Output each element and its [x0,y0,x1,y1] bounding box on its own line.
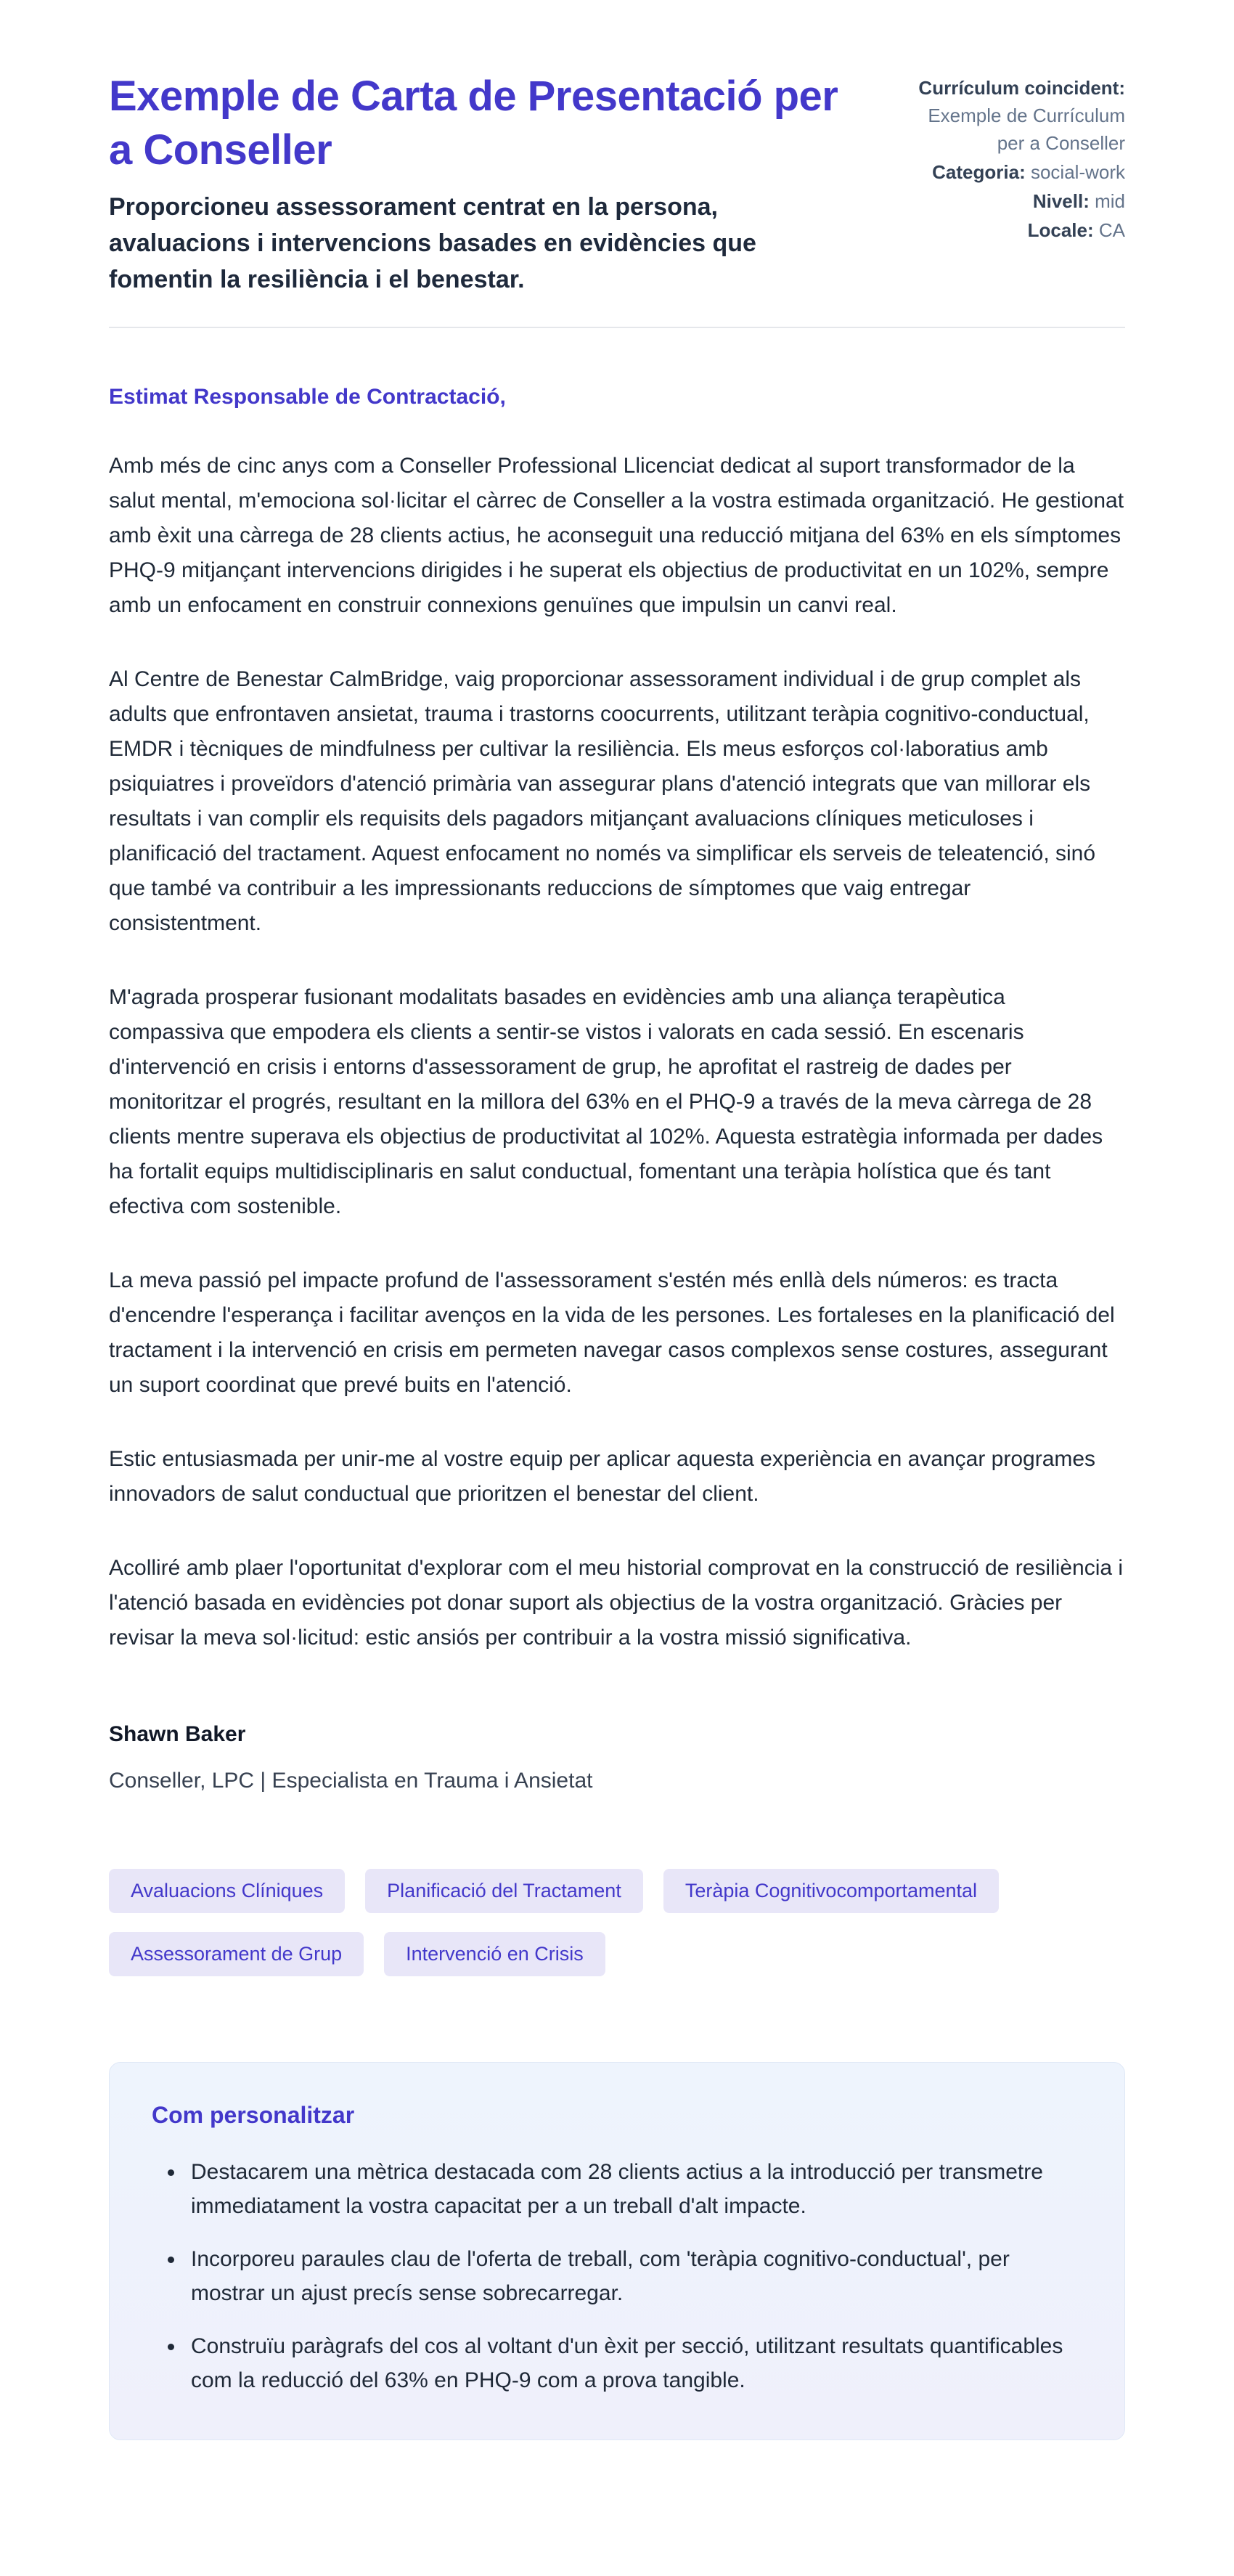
skill-tag: Planificació del Tractament [365,1869,643,1913]
meta-category-value: social-work [1030,161,1125,183]
letter-paragraph: Al Centre de Benestar CalmBridge, vaig proporcionar assessorament individual i de grup complet als adults que enfrontaven ansietat, trauma i trastorns coocurrents, utilitzant teràpia cognitivo-conductual, EMDR i tècniques de mindfulness per cultivar la resiliència. Els meus esforços col·laboratius amb psiquiatres i proveïdors d'atenció primària van assegurar plans d'atenció integrats que van millorar els resultats i van complir els requisits dels pagadors mitjançant avaluacions clíniques meticuloses i planificació del tractament. Aquest enfocament no només va simplificar els serveis de teleatenció, sinó que també va contribuir a les impressionants reduccions de símptomes que vaig entregar consistentment. [109,667,1096,936]
header-divider [109,327,1125,328]
meta-resume-value: Exemple de Currículum per a Conseller [928,105,1125,154]
tips-list [152,2155,1082,2397]
letter-paragraph: M'agrada prosperar fusionant modalitats basades en evidències amb una aliança terapèutica compassiva que empodera els clients a sentir-se vistos i valorats en cada sessió. En escenaris d'intervenció en crisis i entorns d'assessorament de grup, he aprofitat el rastreig de dades per monitoritzar el progrés, resultant en la millora del 63% en el PHQ-9 a través de la meva càrrega de 28 clients mentre superava els objectius de productivitat al 102%. Aquesta estratègia informada per dades ha fortalit equips multidisciplinaris en salut conductual, fomentant una teràpia holística que és tant efectiva com sostenible. [109,985,1103,1219]
meta-locale-label: Locale: [1027,219,1094,241]
meta-level [900,187,1125,215]
skill-tag: Teràpia Cognitivocomportamental [663,1869,999,1913]
meta-locale-value: CA [1098,219,1125,241]
page-header [109,70,1125,298]
skill-tag: Avaluacions Clíniques [109,1869,345,1913]
meta-level-label: Nivell: [1032,190,1090,212]
meta-level-value: mid [1095,190,1125,212]
meta-category-label: Categoria: [932,161,1026,183]
letter-body [109,385,1125,1793]
header-title-block [109,70,864,298]
letter-paragraph: Estic entusiasmada per unir-me al vostre equip per aplicar aquesta experiència en avançar programes innovadors de salut conductual que prioritzen el benestar del client. [109,1447,1096,1507]
letter-paragraph: La meva passió pel impacte profund de l'assessorament s'estén més enllà dels números: es tracta d'encendre l'esperança i facilitar avenços en la vida de les persones. Les fortaleses en la planificació del tractament i la intervenció en crisis em permeten navegar casos complexos sense costures, assegurant un suport coordinat que prevé buits en l'atenció. [109,1268,1115,1398]
meta-panel [900,70,1125,245]
skill-tag: Intervenció en Crisis [384,1932,605,1976]
signature-title: Conseller, LPC | Especialista en Trauma i Ansietat [109,1769,593,1793]
meta-resume [900,74,1125,157]
tip-item: • Destacarem una mètrica destacada com 28 clients actius a la introducció per transmetre immediatament la vostra capacitat per a un treball d'alt impacte. [185,2155,1082,2223]
meta-locale [900,216,1125,244]
tip-item: • Incorporeu paraules clau de l'oferta de treball, com 'teràpia cognitivo-conductual', per mostrar un ajust precís sense sobrecarregar. [185,2242,1082,2310]
skill-tag: Assessorament de Grup [109,1932,364,1976]
letter-greeting: Estimat Responsable de Contractació, [109,385,506,409]
customization-tips-box [109,2062,1125,2440]
tips-title: Com personalitzar [152,2102,355,2129]
meta-resume-label: Currículum coincident: [918,77,1125,99]
tip-item: • Construïu paràgrafs del cos al voltant d'un èxit per secció, utilitzant resultats quantificables com la reducció del 63% en PHQ-9 com a prova tangible. [185,2329,1082,2397]
skill-tags [109,1869,1016,1976]
page-title: Exemple de Carta de Presentació per a Conseller [109,73,838,174]
letter-paragraph: Acolliré amb plaer l'oportunitat d'explorar com el meu historial comprovat en la construcció de resiliència i l'atenció basada en evidències pot donar suport als objectius de la vostra organització. Gràcies per revisar la meva sol·licitud: estic ansiós per contribuir a la vostra missió significativa. [109,1556,1124,1650]
signature-name: Shawn Baker [109,1722,246,1747]
letter-paragraph: Amb més de cinc anys com a Conseller Professional Llicenciat dedicat al suport transformador de la salut mental, m'emociona sol·licitar el càrrec de Conseller a la vostra estimada organització. He gestionat amb èxit una càrrega de 28 clients actius, he aconseguit una reducció mitjana del 63% en els símptomes PHQ-9 mitjançant intervencions dirigides i he superat els objectius de productivitat en un 102%, sempre amb un enfocament en construir connexions genuïnes que impulsin un canvi real. [109,454,1124,618]
meta-category [900,158,1125,186]
page-subtitle: Proporcioneu assessorament centrat en la persona, avaluacions i intervencions basades en evidències que fomentin la resiliència i el benestar. [109,193,756,294]
